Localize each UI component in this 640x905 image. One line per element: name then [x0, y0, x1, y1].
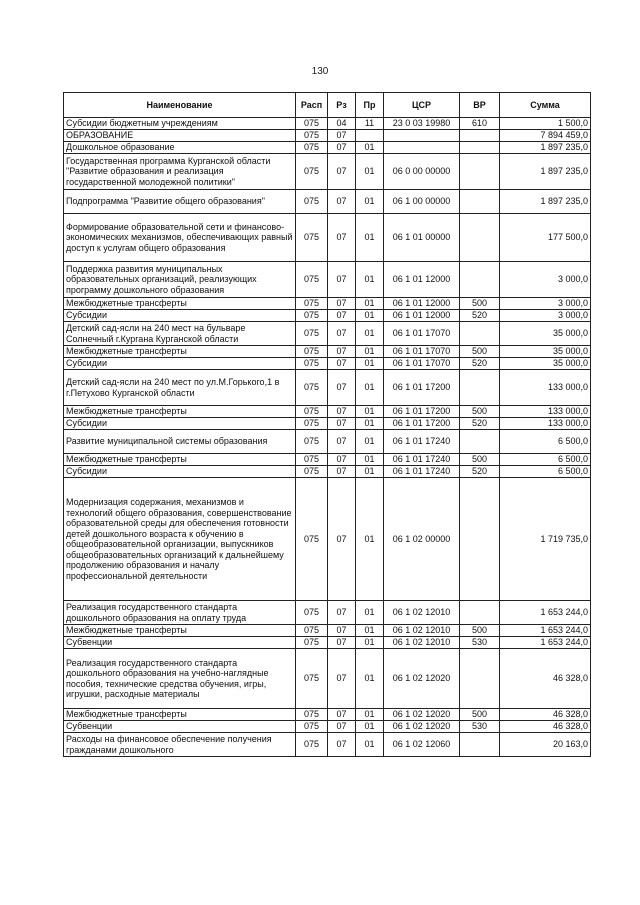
- row-rz: 07: [328, 721, 356, 733]
- row-name: Межбюджетные трансферты: [64, 406, 296, 418]
- row-rz: 04: [328, 118, 356, 130]
- row-vr: 520: [460, 418, 500, 430]
- row-name: Субсидии: [64, 466, 296, 478]
- row-csr: 06 1 00 00000: [384, 190, 460, 214]
- row-rasp: 075: [296, 637, 328, 649]
- row-rasp: 075: [296, 370, 328, 406]
- row-csr: 06 1 01 17240: [384, 466, 460, 478]
- row-vr: [460, 262, 500, 298]
- row-rz: 07: [328, 298, 356, 310]
- row-rasp: 075: [296, 154, 328, 190]
- table-row: [64, 733, 591, 757]
- row-rz: 07: [328, 370, 356, 406]
- row-vr: 500: [460, 346, 500, 358]
- row-csr: [384, 142, 460, 154]
- row-rasp: 075: [296, 733, 328, 757]
- row-pr: 01: [356, 262, 384, 298]
- row-csr: 06 1 01 17200: [384, 370, 460, 406]
- row-pr: 01: [356, 190, 384, 214]
- col-header-name: Наименование: [64, 93, 296, 118]
- row-vr: 610: [460, 118, 500, 130]
- row-vr: [460, 142, 500, 154]
- row-vr: 500: [460, 709, 500, 721]
- row-csr: 06 1 02 12020: [384, 649, 460, 709]
- row-name: Субсидии: [64, 418, 296, 430]
- row-rasp: 075: [296, 406, 328, 418]
- row-pr: [356, 130, 384, 142]
- row-sum: 1 719 735,0: [500, 478, 591, 601]
- row-csr: 06 1 01 12000: [384, 262, 460, 298]
- row-pr: 01: [356, 370, 384, 406]
- row-rz: 07: [328, 346, 356, 358]
- table-row: [64, 430, 591, 454]
- col-header-pr: Пр: [356, 93, 384, 118]
- row-sum: 46 328,0: [500, 721, 591, 733]
- row-pr: 01: [356, 214, 384, 262]
- table-row: [64, 625, 591, 637]
- row-rz: 07: [328, 262, 356, 298]
- row-sum: 7 894 459,0: [500, 130, 591, 142]
- row-vr: [460, 214, 500, 262]
- row-csr: 06 1 02 12010: [384, 637, 460, 649]
- row-rz: 07: [328, 430, 356, 454]
- table-row: [64, 262, 591, 298]
- row-csr: 06 1 01 17070: [384, 322, 460, 346]
- row-sum: 1 897 235,0: [500, 142, 591, 154]
- row-pr: 11: [356, 118, 384, 130]
- row-pr: 01: [356, 406, 384, 418]
- row-vr: [460, 154, 500, 190]
- row-rasp: 075: [296, 601, 328, 625]
- table-row: [64, 118, 591, 130]
- row-sum: 3 000,0: [500, 262, 591, 298]
- row-sum: 6 500,0: [500, 430, 591, 454]
- row-pr: 01: [356, 358, 384, 370]
- row-pr: 01: [356, 649, 384, 709]
- row-name: Субвенции: [64, 721, 296, 733]
- row-vr: 520: [460, 358, 500, 370]
- row-rasp: 075: [296, 118, 328, 130]
- row-name: Межбюджетные трансферты: [64, 454, 296, 466]
- table-row: [64, 346, 591, 358]
- row-name: Подпрограмма "Развитие общего образования": [64, 190, 296, 214]
- row-rasp: 075: [296, 466, 328, 478]
- row-sum: 46 328,0: [500, 709, 591, 721]
- row-pr: 01: [356, 721, 384, 733]
- row-sum: 1 897 235,0: [500, 190, 591, 214]
- row-csr: 06 1 01 17070: [384, 346, 460, 358]
- table-row: [64, 214, 591, 262]
- row-vr: [460, 478, 500, 601]
- row-name: Дошкольное образование: [64, 142, 296, 154]
- table-row: [64, 478, 591, 601]
- row-pr: 01: [356, 625, 384, 637]
- row-rasp: 075: [296, 358, 328, 370]
- table-row: [64, 130, 591, 142]
- row-csr: 06 0 00 00000: [384, 154, 460, 190]
- row-rasp: 075: [296, 454, 328, 466]
- table-row: [64, 466, 591, 478]
- row-rz: 07: [328, 214, 356, 262]
- table-header-row: [64, 93, 591, 118]
- row-name: Межбюджетные трансферты: [64, 298, 296, 310]
- row-name: Межбюджетные трансферты: [64, 709, 296, 721]
- table-row: [64, 637, 591, 649]
- row-rasp: 075: [296, 142, 328, 154]
- row-rasp: 075: [296, 310, 328, 322]
- row-csr: 06 1 01 17070: [384, 358, 460, 370]
- row-pr: 01: [356, 601, 384, 625]
- row-vr: 520: [460, 466, 500, 478]
- row-csr: 06 1 01 17240: [384, 454, 460, 466]
- row-name: Поддержка развития муниципальных образовательных организаций, реализующих программу дошкольного образования: [64, 262, 296, 298]
- row-rz: 07: [328, 601, 356, 625]
- row-rasp: 075: [296, 649, 328, 709]
- row-vr: [460, 190, 500, 214]
- table-row: [64, 601, 591, 625]
- row-sum: 133 000,0: [500, 370, 591, 406]
- row-rasp: 075: [296, 322, 328, 346]
- col-header-vr: ВР: [460, 93, 500, 118]
- table-row: [64, 454, 591, 466]
- row-sum: 133 000,0: [500, 406, 591, 418]
- row-rasp: 075: [296, 214, 328, 262]
- row-rz: 07: [328, 406, 356, 418]
- row-vr: [460, 733, 500, 757]
- row-name: Детский сад-ясли на 240 мест на бульваре Солнечный г.Кургана Курганской области: [64, 322, 296, 346]
- table-row: [64, 322, 591, 346]
- row-csr: 06 1 01 17200: [384, 406, 460, 418]
- row-rasp: 075: [296, 625, 328, 637]
- row-rasp: 075: [296, 262, 328, 298]
- row-pr: 01: [356, 709, 384, 721]
- row-rz: 07: [328, 310, 356, 322]
- row-name: Формирование образовательной сети и финансово-экономических механизмов, обеспечивающих равный доступ к услугам общего образования: [64, 214, 296, 262]
- row-sum: 1 653 244,0: [500, 601, 591, 625]
- row-rz: 07: [328, 478, 356, 601]
- row-sum: 20 163,0: [500, 733, 591, 757]
- row-sum: 35 000,0: [500, 322, 591, 346]
- row-sum: 6 500,0: [500, 454, 591, 466]
- row-rz: 07: [328, 709, 356, 721]
- row-csr: 06 1 02 12020: [384, 721, 460, 733]
- row-rz: 07: [328, 190, 356, 214]
- row-sum: 3 000,0: [500, 298, 591, 310]
- row-rasp: 075: [296, 721, 328, 733]
- row-pr: 01: [356, 310, 384, 322]
- col-header-rz: Рз: [328, 93, 356, 118]
- row-sum: 35 000,0: [500, 358, 591, 370]
- row-csr: 06 1 02 00000: [384, 478, 460, 601]
- row-rz: 07: [328, 142, 356, 154]
- row-pr: 01: [356, 478, 384, 601]
- row-vr: [460, 322, 500, 346]
- row-rz: 07: [328, 649, 356, 709]
- row-pr: 01: [356, 418, 384, 430]
- row-pr: 01: [356, 346, 384, 358]
- row-csr: 23 0 03 19980: [384, 118, 460, 130]
- row-name: Реализация государственного стандарта дошкольного образования на оплату труда: [64, 601, 296, 625]
- row-pr: 01: [356, 322, 384, 346]
- row-vr: 530: [460, 637, 500, 649]
- col-header-sum: Сумма: [500, 93, 591, 118]
- row-rasp: 075: [296, 709, 328, 721]
- row-vr: [460, 370, 500, 406]
- row-vr: 500: [460, 406, 500, 418]
- row-rasp: 075: [296, 190, 328, 214]
- row-rasp: 075: [296, 130, 328, 142]
- row-vr: 520: [460, 310, 500, 322]
- row-pr: 01: [356, 637, 384, 649]
- row-rz: 07: [328, 625, 356, 637]
- row-rz: 07: [328, 454, 356, 466]
- row-rz: 07: [328, 466, 356, 478]
- row-sum: 1 653 244,0: [500, 625, 591, 637]
- row-vr: [460, 601, 500, 625]
- row-sum: 133 000,0: [500, 418, 591, 430]
- row-vr: 500: [460, 625, 500, 637]
- table-body: [64, 118, 591, 757]
- budget-table: [63, 92, 591, 757]
- row-name: Модернизация содержания, механизмов и технологий общего образования, совершенствование образовательной среды для обеспечения готовности детей дошкольного возраста к обучению в общеобразовательной организации, выпускников общеобразовательных организаций к дальнейшему продолжению образования и началу профессиональной деятельности: [64, 478, 296, 601]
- row-name: Субвенции: [64, 637, 296, 649]
- row-sum: 35 000,0: [500, 346, 591, 358]
- row-sum: 1 897 235,0: [500, 154, 591, 190]
- row-csr: 06 1 01 12000: [384, 298, 460, 310]
- row-pr: 01: [356, 454, 384, 466]
- row-rz: 07: [328, 733, 356, 757]
- row-sum: 46 328,0: [500, 649, 591, 709]
- row-sum: 1 653 244,0: [500, 637, 591, 649]
- row-vr: [460, 649, 500, 709]
- row-vr: 530: [460, 721, 500, 733]
- row-vr: [460, 130, 500, 142]
- row-sum: 177 500,0: [500, 214, 591, 262]
- page-number: 130: [311, 66, 329, 77]
- row-pr: 01: [356, 154, 384, 190]
- table-row: [64, 649, 591, 709]
- col-header-csr: ЦСР: [384, 93, 460, 118]
- row-pr: 01: [356, 430, 384, 454]
- row-pr: 01: [356, 142, 384, 154]
- row-pr: 01: [356, 298, 384, 310]
- table-row: [64, 190, 591, 214]
- table-row: [64, 709, 591, 721]
- row-rasp: 075: [296, 346, 328, 358]
- row-sum: 1 500,0: [500, 118, 591, 130]
- col-header-rasp: Расп: [296, 93, 328, 118]
- row-rz: 07: [328, 322, 356, 346]
- table-row: [64, 154, 591, 190]
- row-sum: 6 500,0: [500, 466, 591, 478]
- row-csr: [384, 130, 460, 142]
- row-rasp: 075: [296, 430, 328, 454]
- row-rz: 07: [328, 418, 356, 430]
- row-csr: 06 1 02 12010: [384, 601, 460, 625]
- row-rasp: 075: [296, 298, 328, 310]
- row-csr: 06 1 01 17200: [384, 418, 460, 430]
- table-row: [64, 370, 591, 406]
- table-row: [64, 142, 591, 154]
- row-vr: [460, 430, 500, 454]
- row-rz: 07: [328, 154, 356, 190]
- row-rasp: 075: [296, 478, 328, 601]
- row-rz: 07: [328, 637, 356, 649]
- row-name: Расходы на финансовое обеспечение получения гражданами дошкольного: [64, 733, 296, 757]
- table-row: [64, 298, 591, 310]
- row-csr: 06 1 01 00000: [384, 214, 460, 262]
- row-name: Субсидии бюджетным учреждениям: [64, 118, 296, 130]
- table-row: [64, 310, 591, 322]
- row-csr: 06 1 02 12060: [384, 733, 460, 757]
- row-name: Детский сад-ясли на 240 мест по ул.М.Горького,1 в г.Петухово Курганской области: [64, 370, 296, 406]
- row-pr: 01: [356, 466, 384, 478]
- row-csr: 06 1 02 12010: [384, 625, 460, 637]
- row-name: Государственная программа Курганской области "Развитие образования и реализация государственной молодежной политики": [64, 154, 296, 190]
- row-name: Реализация государственного стандарта дошкольного образования на учебно-наглядные пособия, технические средства обучения, игры, игрушки, расходные материалы: [64, 649, 296, 709]
- row-name: ОБРАЗОВАНИЕ: [64, 130, 296, 142]
- row-name: Развитие муниципальной системы образования: [64, 430, 296, 454]
- row-csr: 06 1 02 12020: [384, 709, 460, 721]
- row-rz: 07: [328, 358, 356, 370]
- row-rasp: 075: [296, 418, 328, 430]
- row-rz: 07: [328, 130, 356, 142]
- row-sum: 3 000,0: [500, 310, 591, 322]
- row-name: Субсидии: [64, 358, 296, 370]
- row-name: Межбюджетные трансферты: [64, 346, 296, 358]
- table-row: [64, 358, 591, 370]
- table-row: [64, 721, 591, 733]
- row-vr: 500: [460, 298, 500, 310]
- row-csr: 06 1 01 17240: [384, 430, 460, 454]
- row-name: Межбюджетные трансферты: [64, 625, 296, 637]
- row-csr: 06 1 01 12000: [384, 310, 460, 322]
- row-pr: 01: [356, 733, 384, 757]
- row-name: Субсидии: [64, 310, 296, 322]
- table-row: [64, 406, 591, 418]
- row-vr: 500: [460, 454, 500, 466]
- table-row: [64, 418, 591, 430]
